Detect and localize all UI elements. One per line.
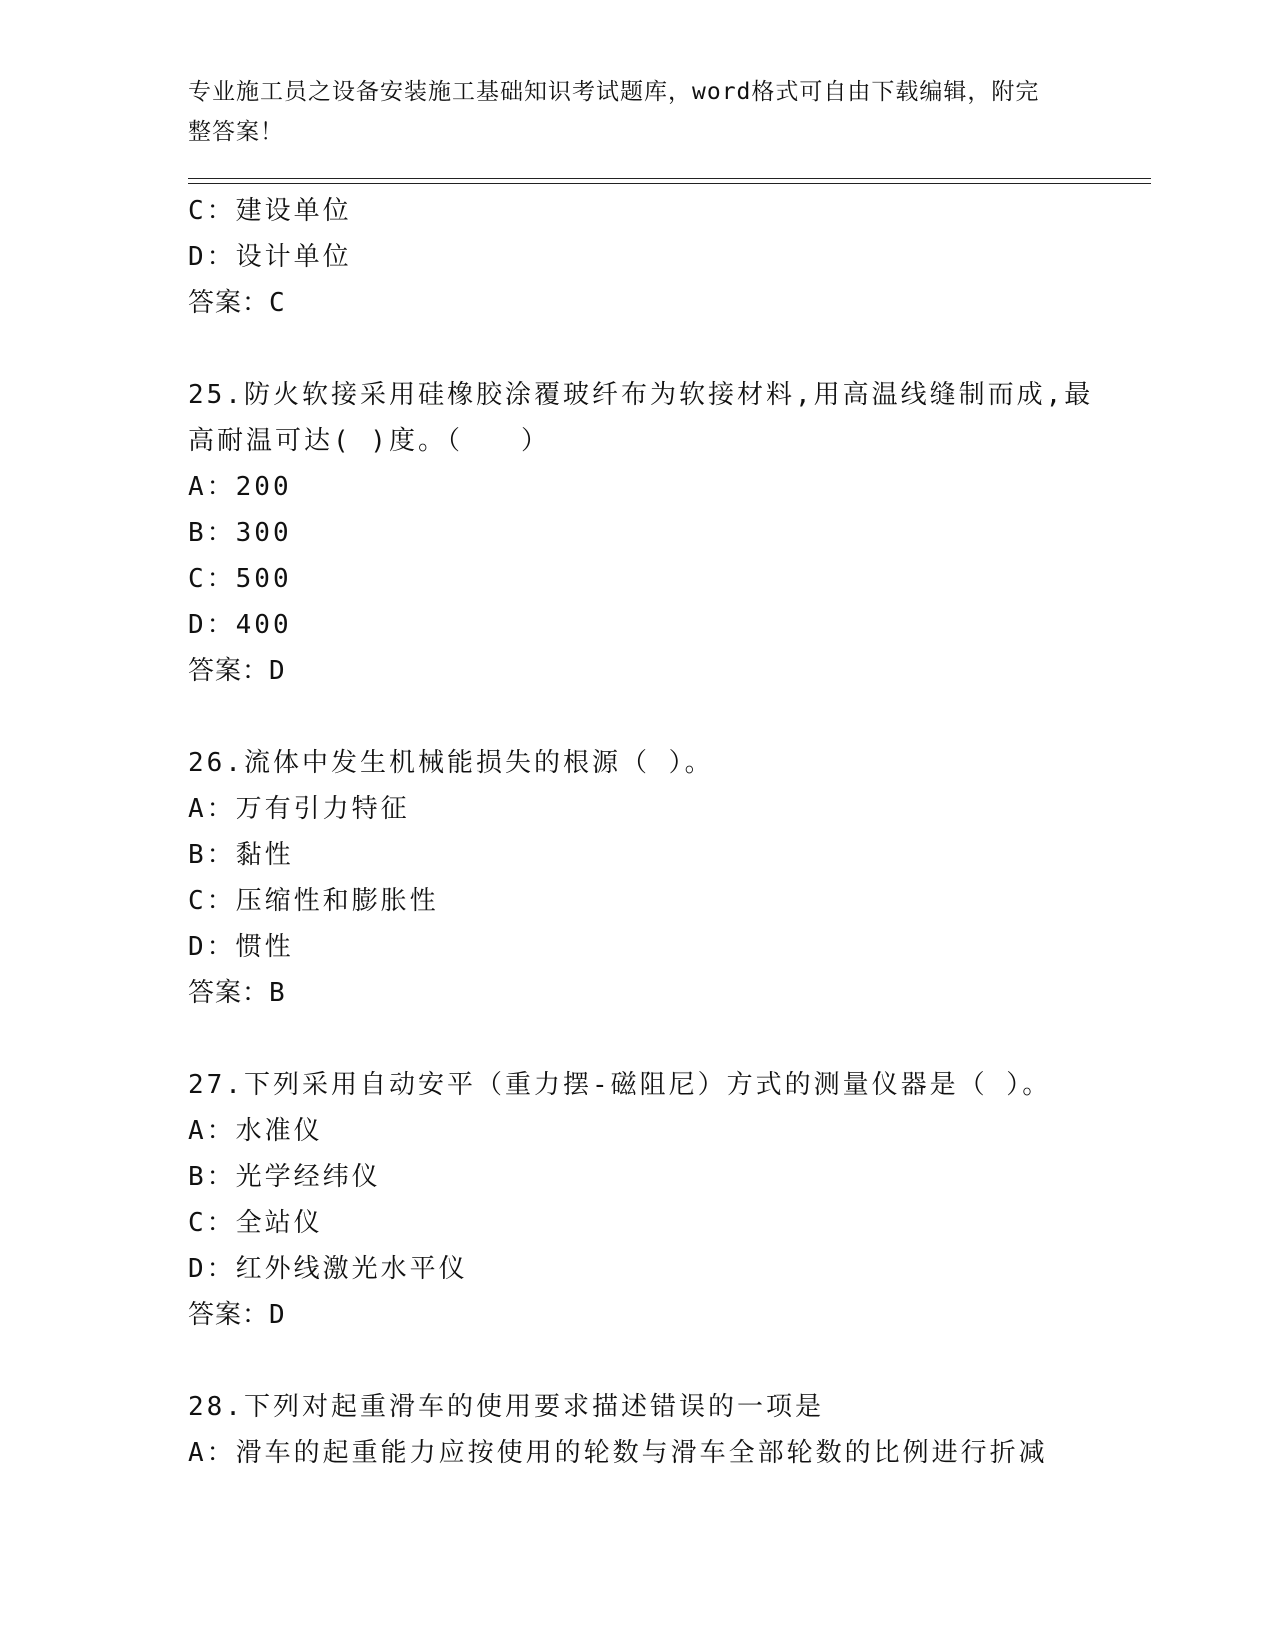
header-line-1: 专业施工员之设备安装施工基础知识考试题库，word格式可自由下载编辑，附完 <box>188 79 1040 105</box>
option: C：压缩性和膨胀性 <box>188 886 439 916</box>
answer: 答案：D <box>188 656 286 686</box>
option: A：200 <box>188 472 292 502</box>
answer: 答案：C <box>188 288 286 318</box>
option: B：黏性 <box>188 840 294 870</box>
spacer <box>188 1016 1088 1062</box>
option: B：300 <box>188 518 292 548</box>
option: A：水准仪 <box>188 1116 323 1146</box>
answer: 答案：D <box>188 1300 286 1330</box>
spacer <box>188 326 1088 372</box>
answer: 答案：B <box>188 978 286 1008</box>
option: D：红外线激光水平仪 <box>188 1254 468 1284</box>
spacer <box>188 694 1088 740</box>
option: D：惯性 <box>188 932 294 962</box>
header-divider-bottom <box>188 183 1151 184</box>
header-line-2: 整答案！ <box>188 119 284 145</box>
option: C：500 <box>188 564 292 594</box>
spacer <box>188 1338 1088 1384</box>
option: A：滑车的起重能力应按使用的轮数与滑车全部轮数的比例进行折减 <box>188 1438 1048 1468</box>
question-stem: 高耐温可达( )度。（ ） <box>188 426 550 456</box>
question-stem: 27.下列采用自动安平（重力摆-磁阻尼）方式的测量仪器是（ ）。 <box>188 1070 1052 1100</box>
question-stem: 25.防火软接采用硅橡胶涂覆玻纤布为软接材料,用高温线缝制而成,最 <box>188 380 1094 410</box>
option: D：400 <box>188 610 292 640</box>
question-list <box>188 188 1094 1476</box>
option: C：全站仪 <box>188 1208 323 1238</box>
page-header <box>188 72 1068 152</box>
option: C：建设单位 <box>188 196 352 226</box>
header-divider-top <box>188 178 1151 179</box>
option: A：万有引力特征 <box>188 794 410 824</box>
option: B：光学经纬仪 <box>188 1162 381 1192</box>
option: D：设计单位 <box>188 242 352 272</box>
question-stem: 26.流体中发生机械能损失的根源（ ）。 <box>188 748 714 778</box>
question-stem: 28.下列对起重滑车的使用要求描述错误的一项是 <box>188 1392 824 1422</box>
